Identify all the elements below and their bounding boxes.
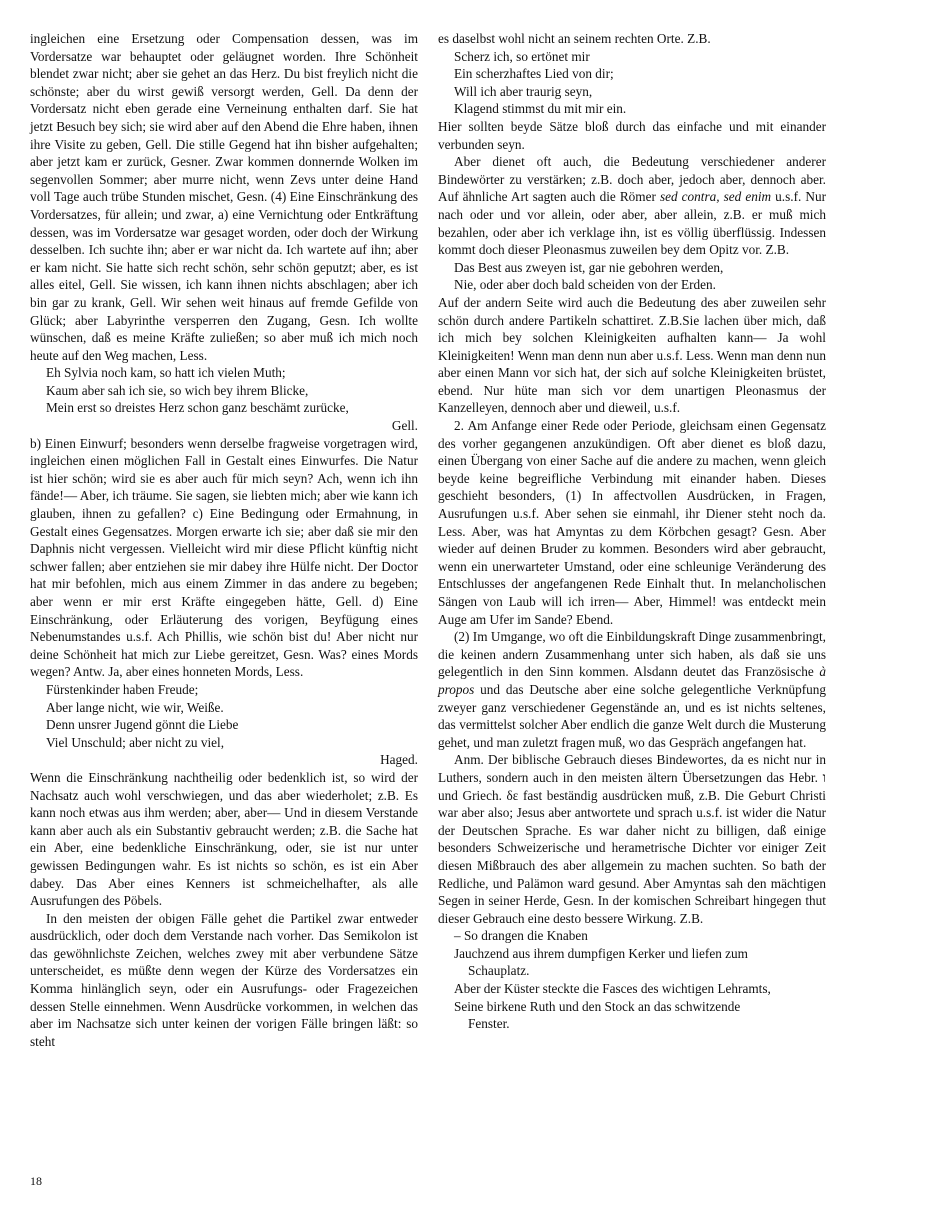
verse-line: Fenster.: [468, 1016, 510, 1032]
verse-attribution: Gell.: [391, 418, 418, 434]
text-run: u.s.f. Nur nach oder und vor allein, oder aber, aber allein, z.B. er muß mich bezahlen, oder aber ich verklage ihn, ist es völlig überflüssig. Indessen kommt doch dieser Pleonasmus zuweilen bey dem Opitz vor. Z.B.: [438, 189, 826, 258]
right-verse-2: [454, 259, 826, 294]
right-paragraph-6: [438, 628, 826, 751]
verse-line: Mein erst so dreistes Herz schon ganz beschämt zurücke,: [46, 400, 349, 416]
french-phrase: à propos: [438, 664, 826, 697]
text-run: (2) Im Umgange, wo oft die Einbildungskraft Dinge zusammenbringt, die keinen andern Zusammenhang unter sich haben, als daß sie uns gelegentlich in den Sinn kommen. Alsdann deutet das Französische: [438, 629, 826, 680]
verse-line: Aber der Küster steckte die Fasces des wichtigen Lehramts,: [454, 981, 771, 997]
verse-line: Nie, oder aber doch bald scheiden von der Erden.: [454, 277, 716, 293]
verse-line: Will ich aber traurig seyn,: [454, 83, 593, 99]
left-paragraph-2: b) Einen Einwurf; besonders wenn derselbe fragweise vorgetragen wird, ingleichen einen möglichen Fall in Gestalt eines Einwurfes. Die Natur ist hier schön; wird sie es aber auch für mich seyn? Ach, wenn ich ihn fände!— Aber, ich träume. Sie sagen, sie liebten mich; aber wie kann ich glauben, ihnen zu gefallen? c) Eine Bedingung oder Ermahnung, in Gestalt eines Gegensatzes. Morgen erwarte ich sie; aber daß sie mir den Daphnis nicht vergessen. Vielleicht wird mir diese Pflicht künftig nicht schwer fallen; aber entziehen sie mir dabey ihre Hülfe nicht. Der Doctor hat mir befohlen, mich aus einem Zimmer in das andere zu begeben; aber wenn er mir erst Kräfte eingegeben hätte, Gell. d) Eine Einschränkung, oder Erläuterung des vorigen, Beyfügung eines Nebenumstandes u.s.f. Ach Phillis, wie schön bist du! Aber nicht nur deine Schönheit hat mich zur Liebe gereitzet, Gesn. Was? eines Mords wegen? Antw. Ja, aber eines honneten Mords, Less.: [30, 435, 418, 680]
verse-line: Fürstenkinder haben Freude;: [46, 681, 199, 697]
verse-line: Aber lange nicht, wie wir, Weiße.: [46, 699, 224, 715]
right-paragraph-2: Hier sollten beyde Sätze bloß durch das einfache und mit einander verbunden seyn.: [438, 118, 826, 152]
page-number: 18: [30, 1174, 42, 1188]
left-paragraph-4: In den meisten der obigen Fälle gehet die Partikel zwar entweder ausdrücklich, oder doch dem Verstande nach vorher. Das Semikolon ist das gewöhnlichste Zeichen, welches zwey mit aber verbundene Sätze unterscheidet, es müßte denn wegen der Kürze des Vordersatzes ein Komma hinlänglich seyn, oder ein Ausrufungs- oder Fragezeichen dessen Stelle einnehmen. Wenn Ausdrücke vorkommen, in welchen das aber im Nachsatze sich unter keinen der vorigen Fälle bringen läßt: so steht: [30, 910, 418, 1049]
verse-line: Eh Sylvia noch kam, so hatt ich vielen Muth;: [46, 365, 286, 381]
verse-line: Kaum aber sah ich sie, so wich bey ihrem Blicke,: [46, 382, 309, 398]
verse-line: Seine birkene Ruth und den Stock an das schwitzende: [454, 998, 741, 1014]
left-paragraph-1: ingleichen eine Ersetzung oder Compensation dessen, was im Vordersatze war behauptet oder geläugnet worden. Ihre Schönheit blendet zwar nicht; aber sie gehet an das Herz. Du bist freylich nicht die schönste; aber du wirst gewiß versorgt werden, Gell. Da denn der Vordersatz nicht eben gerade eine Verneinung enthalten darf. Sie hat jetzt Besuch bey sich; sie wird aber auf den Abend die Ehre haben, ihnen ihre Visite zu geben, Gell. Die stille Gegend hat ihn bisher aufgehalten; aber jetzt kam er zurück, Gesner. Zwar kommen donnernde Wolken im segenvollen Sommer; aber murre nicht, wenn Zevs unter deine Hand voll Tage auch trübe Stunden mischet, Gesn. (4) Eine Einschränkung des Vordersatzes, für allein; und zwar, a) eine Vernichtung oder Entkräftung dessen, was im Vordersatze war gesaget worden, oder doch der Wirkung desselben. Ich suchte ihn; aber er war nicht da. Ich wartete auf ihn; aber er kam nicht. Sie hatte sich recht schön, sehr schön geputzt; aber, es ist alles eitel, Gell. Sie wissen, ich kann ihnen nichts abschlagen; aber ich bin gar zu krank, Gell. Wir sehen weit hinaus auf fremde Gefilde von Glück; aber Labyrinthe versperren den Zugang, Gesn. Ich wollte wünschen, daß es meine Kräfte zuließen; so aber muß ich mich noch heute auf den Weg machen, Less.: [30, 31, 418, 363]
left-verse-2: [46, 681, 418, 751]
verse-line: Jauchzend aus ihrem dumpfigen Kerker und liefen zum: [454, 945, 748, 961]
verse-line: Ein scherzhaftes Lied von dir;: [454, 66, 614, 82]
right-paragraph-3: [438, 153, 826, 259]
text-run: Aber dienet oft auch, die Bedeutung verschiedener anderer Bindewörter zu verstärken; z.B. doch aber, jedoch aber, dennoch aber. Auf ähnliche Art sagten auch die Römer: [438, 154, 826, 205]
verse-line: Scherz ich, so ertönet mir: [454, 48, 590, 64]
verse-line: Klagend stimmst du mit mir ein.: [454, 101, 627, 117]
right-verse-1: [454, 48, 826, 118]
right-column: [438, 30, 826, 1033]
latin-phrase: sed contra, sed enim: [659, 189, 772, 205]
left-column: [30, 30, 418, 1050]
right-paragraph-4: Auf der andern Seite wird auch die Bedeutung des aber zuweilen sehr schön durch andere Partikeln schattiret. Z.B.Sie lachen über mich, daß ich mich bey solchen Kleinigkeiten aufhalten kann— Ja wohl Kleinigkeiten! Wenn man denn nun aber u.s.f. Less. Wenn man denn nun aber einen Mann vor sich hat, der sich auf solche Kleinigkeiten brüstet, ebend. Nur hüte man sich vor dem unartigen Pleonasmus der Kanzelleyen, dennoch aber und dieweil, u.s.f.: [438, 294, 826, 416]
right-paragraph-7: Anm. Der biblische Gebrauch dieses Bindewortes, da es nicht nur in Luthers, sondern auch in den meisten ältern Übersetzungen das Hebr. ו und Griech. δε fast beständig ausdrücken muß, z.B. Die Geburt Christi war aber also; Jesus aber antwortete und sprach u.s.f. ist wider die Natur der Deutschen Sprache. Es war daher nicht zu billigen, daß einige besonders Schweizerische und herametrische Dichter vor einiger Zeit diesen Mißbrauch des aber allgemein zu machen suchten. So bath der Redliche, und Palämon ward gesund. Aber Amyntas sah den mächtigen Segen in seiner Herde, Gesn. In der komischen Schreibart hingegen thut dieser Gebrauch eine desto bessere Wirkung. Z.B.: [438, 752, 826, 926]
text-run: und das Deutsche aber eine solche gelegentliche Verknüpfung zweyer ganz verschiedener Gegenstände an, und es ist nichts seltenes, das vermittelst solcher Aber endlich die ganze Welt durch die Musterung gehet, und man zuletzt fragen muß, wo das Gespräch angefangen hat.: [438, 681, 826, 750]
left-verse-1: [46, 364, 418, 417]
left-paragraph-3: Wenn die Einschränkung nachtheilig oder bedenklich ist, so wird der Nachsatz auch wohl verschwiegen, und das aber wiederholet; z.B. Es kann noch etwas aus ihm werden; aber, aber— Und in diesem Verstande kann aber auch als ein Substantiv gebraucht werden; z.B. die Sache hat ein Aber, eine bedenkliche Einschränkung, oder, sie ist nur unter gewissen Bedingungen wahr. Es ist nichts so schön, es ist ein Aber dabey. Das Aber eines Kenners ist schmeichelhafter, als alle Ausrufungen des Pöbels.: [30, 769, 418, 909]
verse-line: Schauplatz.: [468, 963, 530, 979]
right-paragraph-5: 2. Am Anfange einer Rede oder Periode, gleichsam einen Gegensatz des vorher gegangenen anzukündigen. Oft aber dienet es bloß dazu, einen Übergang von einer Sache auf die andere zu machen, wenn gleich beyde keine begreifliche Verbindung mit einander haben. Dieses geschieht besonders, (1) In affectvollen Ausdrücken, in Fragen, Ausrufungen u.s.f. Aber sehen sie einmahl, ihr Diener steht noch da. Less. Aber, was hat Amyntas zu dem Körbchen gesagt? Gesn. Aber wieder auf deinen Bruder zu kommen. Besonders wird aber gebraucht, wenn ein unerwarteter Umstand, oder eine schleunige Veränderung des Entschlusses der angefangenen Rede Einhalt thut. In melancholischen Sängen von Laub will ich irren— Aber, Himmel! was entdeckt mein Auge am Ufer im Sande? Ebend.: [438, 418, 826, 627]
right-verse-3: [454, 927, 826, 1033]
verse-line: Viel Unschuld; aber nicht zu viel,: [46, 734, 225, 750]
right-paragraph-1: es daselbst wohl nicht an seinem rechten Orte. Z.B.: [438, 31, 711, 46]
verse-line: Denn unsrer Jugend gönnt die Liebe: [46, 717, 239, 733]
verse-attribution: Haged.: [380, 752, 418, 768]
verse-line: – So drangen die Knaben: [454, 928, 588, 944]
verse-line: Das Best aus zweyen ist, gar nie gebohren werden,: [454, 259, 724, 275]
